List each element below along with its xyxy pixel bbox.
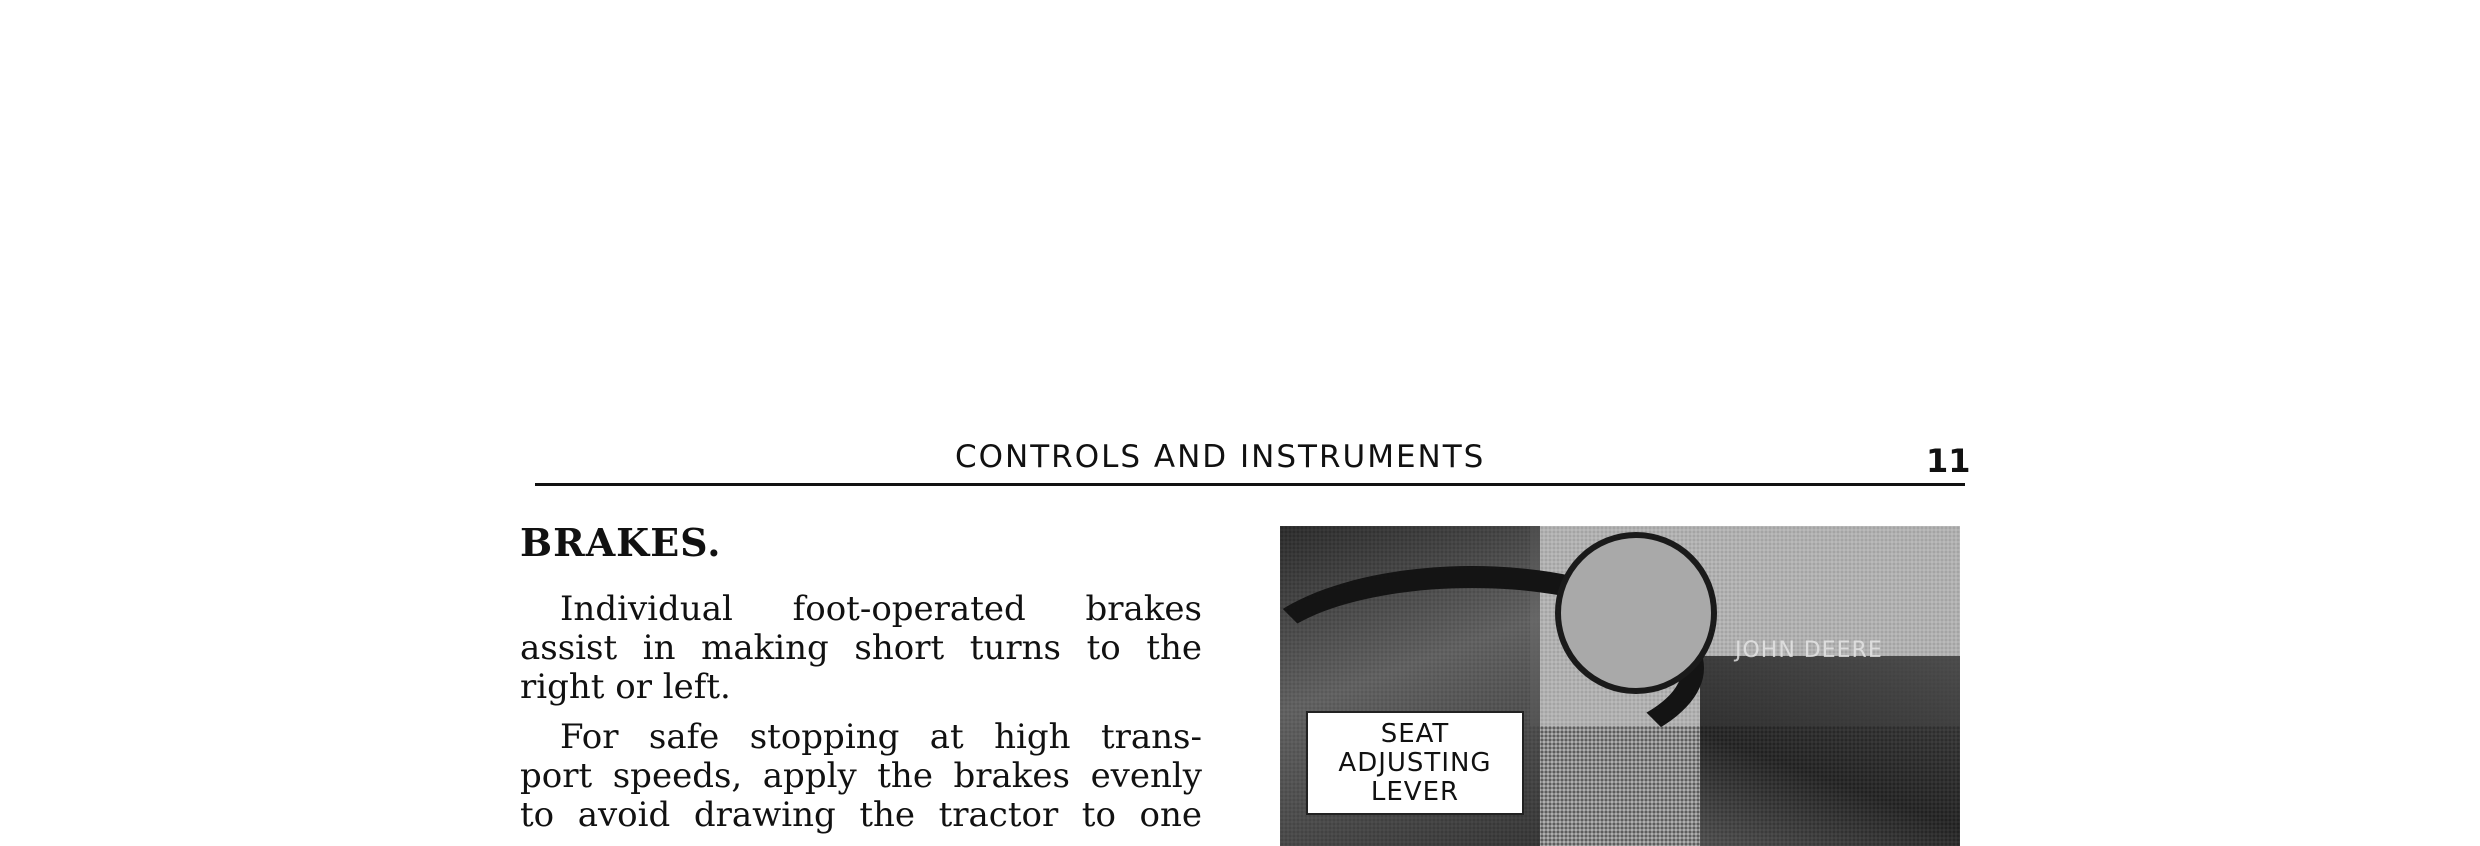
- paragraph-line: to avoid drawing the tractor to one: [520, 795, 1202, 835]
- paragraph-line: For safe stopping at high trans-: [560, 717, 1202, 757]
- page-number: 11: [1926, 442, 1971, 480]
- seat-lever-photo: [1280, 526, 1960, 846]
- running-head: CONTROLS AND INSTRUMENTS: [955, 439, 1486, 475]
- callout-line: SEAT: [1380, 719, 1450, 749]
- paragraph-line: right or left.: [520, 667, 731, 707]
- paragraph-line: port speeds, apply the brakes evenly: [520, 756, 1202, 796]
- callout-line: ADJUSTING: [1338, 748, 1492, 778]
- header-rule: [535, 483, 1965, 486]
- photo-callout-label: [1306, 711, 1524, 815]
- section-heading: BRAKES.: [520, 520, 722, 565]
- paragraph-line: assist in making short turns to the: [520, 628, 1202, 668]
- paragraph-line: Individual foot-operated brakes: [560, 589, 1202, 629]
- photo-shadow: [1700, 656, 1960, 846]
- callout-line: LEVER: [1370, 777, 1460, 807]
- gauge-shape: [1555, 532, 1717, 694]
- photo-brand-text: JOHN DEERE: [1735, 638, 1883, 663]
